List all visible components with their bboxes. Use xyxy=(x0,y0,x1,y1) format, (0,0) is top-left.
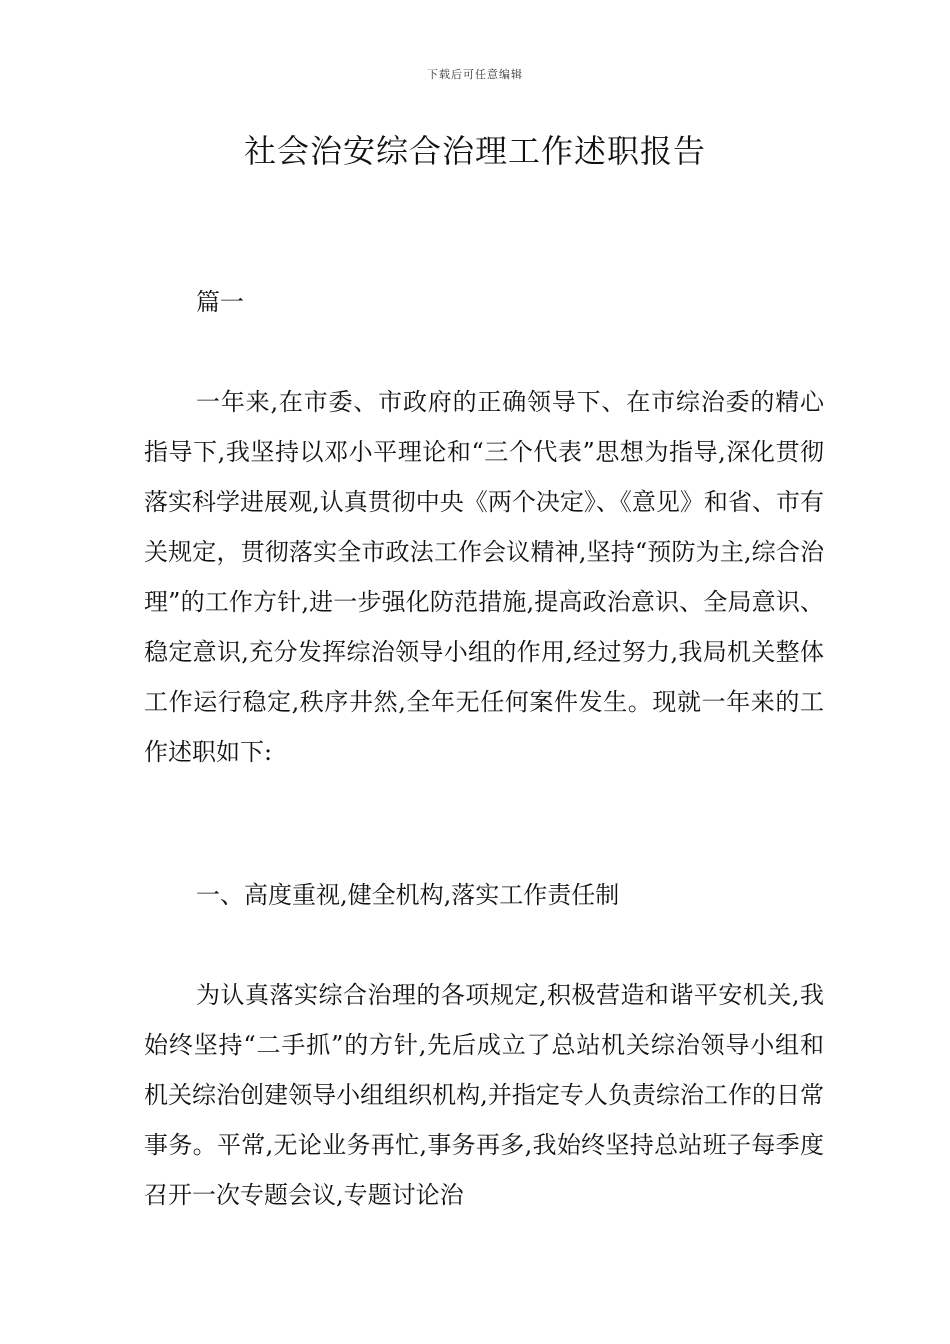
paragraph-1: 一年来,在市委、市政府的正确领导下、在市综治委的精心指导下,我坚持以邓小平理论和“三个代表”思想为指导,深化贯彻落实科学进展观,认真贯彻中央《两个决定》、《意见》和省、市有关规定，贯彻落实全市政法工作会议精神,坚持“预防为主,综合治理”的工作方针,进一步强化防范措施,提高政治意识、全局意识、稳定意识,充分发挥综治领导小组的作用,经过努力,我局机关整体工作运行稳定,秩序井然,全年无任何案件发生。现就一年来的工作述职如下: xyxy=(144,388,824,766)
header-note: 下载后可任意编辑 xyxy=(427,68,523,81)
document-title: 社会治安综合治理工作述职报告 xyxy=(243,132,706,170)
section-heading-1: 一、高度重视,健全机构,落实工作责任制 xyxy=(196,881,620,909)
section-label: 篇一 xyxy=(196,288,244,316)
paragraph-2: 为认真落实综合治理的各项规定,积极营造和谐平安机关,我始终坚持“二手抓”的方针,先后成立了总站机关综治领导小组和机关综治创建领导小组组织机构,并指定专人负责综治工作的日常事务。平常,无论业务再忙,事务再多,我始终坚持总站班子每季度召开一次专题会议,专题讨论治 xyxy=(144,981,824,1209)
